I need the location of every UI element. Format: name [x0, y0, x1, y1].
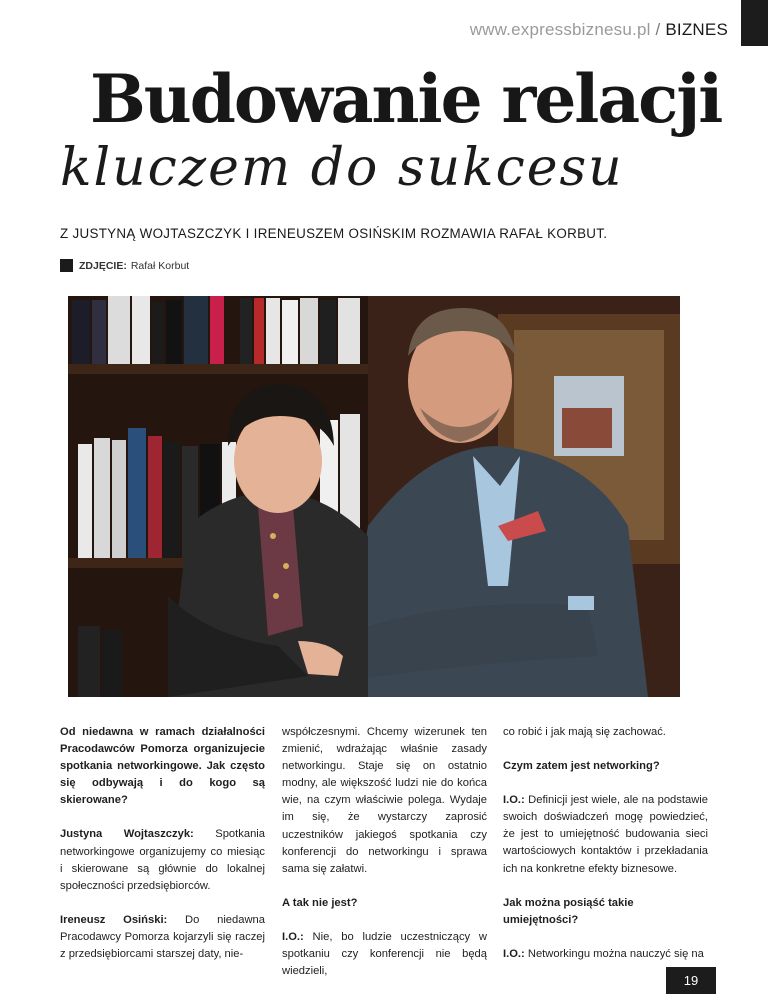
- answer-text: Definicji jest wiele, ale na podstawie swoich doświadczeń mogę powiedzieć, że jest to umiejętność budowania sieci wartościowych kontaktów i przekładania ich na konkretne efekty biznesowe.: [503, 794, 708, 875]
- question-4: Jak można posiąść takie umiejętności?: [503, 896, 634, 926]
- paragraph: współczesnymi. Chcemy wizerunek ten zmienić, wdrażając właśnie zasady networkingu. Staje się on ostatnio modny, ale większość ludzi nie do końca wie, na czym właściwie polega. Wydaje im się, że wystarczy zaprosić uczestników jakiegoś spotkania czy konferencji do networkingu i sprawa sama się załatwi.: [282, 726, 487, 875]
- interview-photo: [68, 296, 680, 697]
- answer-5: [503, 946, 708, 963]
- answer-3: [282, 929, 487, 980]
- header-separator: /: [655, 20, 661, 39]
- credit-name: Rafał Korbut: [130, 259, 190, 272]
- question-1: Od niedawna w ramach działalności Pracodawców Pomorza organizujecie spotkania networkingowe. Jak często się odbywają i do kogo są skierowane?: [60, 726, 265, 807]
- answer-1: [60, 826, 265, 894]
- speaker-label: I.O.:: [282, 930, 304, 943]
- answer-4: [503, 792, 708, 877]
- section-name: BIZNES: [665, 20, 728, 39]
- byline: Z JUSTYNĄ WOJTASZCZYK I IRENEUSZEM OSIŃSKIM ROZMAWIA RAFAŁ KORBUT.: [60, 226, 608, 241]
- speaker-label: I.O.:: [503, 947, 525, 960]
- site-url: www.expressbiznesu.pl: [469, 20, 651, 39]
- answer-text: Do niedawna Pracodawcy Pomorza kojarzyli się raczej z przedsiębiorcami starszej daty, nie-: [60, 913, 265, 961]
- answer-text: Networkingu można nauczyć się na: [524, 947, 704, 960]
- paragraph: co robić i jak mają się zachować.: [503, 726, 666, 738]
- question-3: Czym zatem jest networking?: [503, 760, 660, 773]
- answer-2: [60, 912, 265, 963]
- speaker-label: Justyna Wojtaszczyk:: [60, 828, 194, 841]
- page-number: 19: [666, 967, 716, 994]
- page-title: Budowanie relacji: [90, 60, 722, 138]
- page-subtitle: kluczem do sukcesu: [60, 138, 624, 198]
- column-1: [60, 724, 265, 980]
- header-url: [470, 20, 728, 40]
- answer-text: Spotkania networkingowe organizujemy co miesiąc i skierowane są głównie do lokalnej społeczności przedsiębiorców.: [60, 828, 265, 892]
- speaker-label: Ireneusz Osiński:: [60, 913, 168, 926]
- answer-text: Nie, bo ludzie uczestniczący w spotkaniu czy konferencji nie będą wiedzieli,: [282, 930, 487, 978]
- column-2: [282, 724, 487, 997]
- credit-label: ZDJĘCIE:: [79, 259, 127, 272]
- credit-square-icon: [60, 259, 73, 272]
- column-3: [503, 724, 708, 980]
- photo-credit: [60, 259, 189, 272]
- corner-block: [741, 0, 768, 46]
- question-2: A tak nie jest?: [282, 896, 358, 909]
- speaker-label: I.O.:: [503, 794, 525, 807]
